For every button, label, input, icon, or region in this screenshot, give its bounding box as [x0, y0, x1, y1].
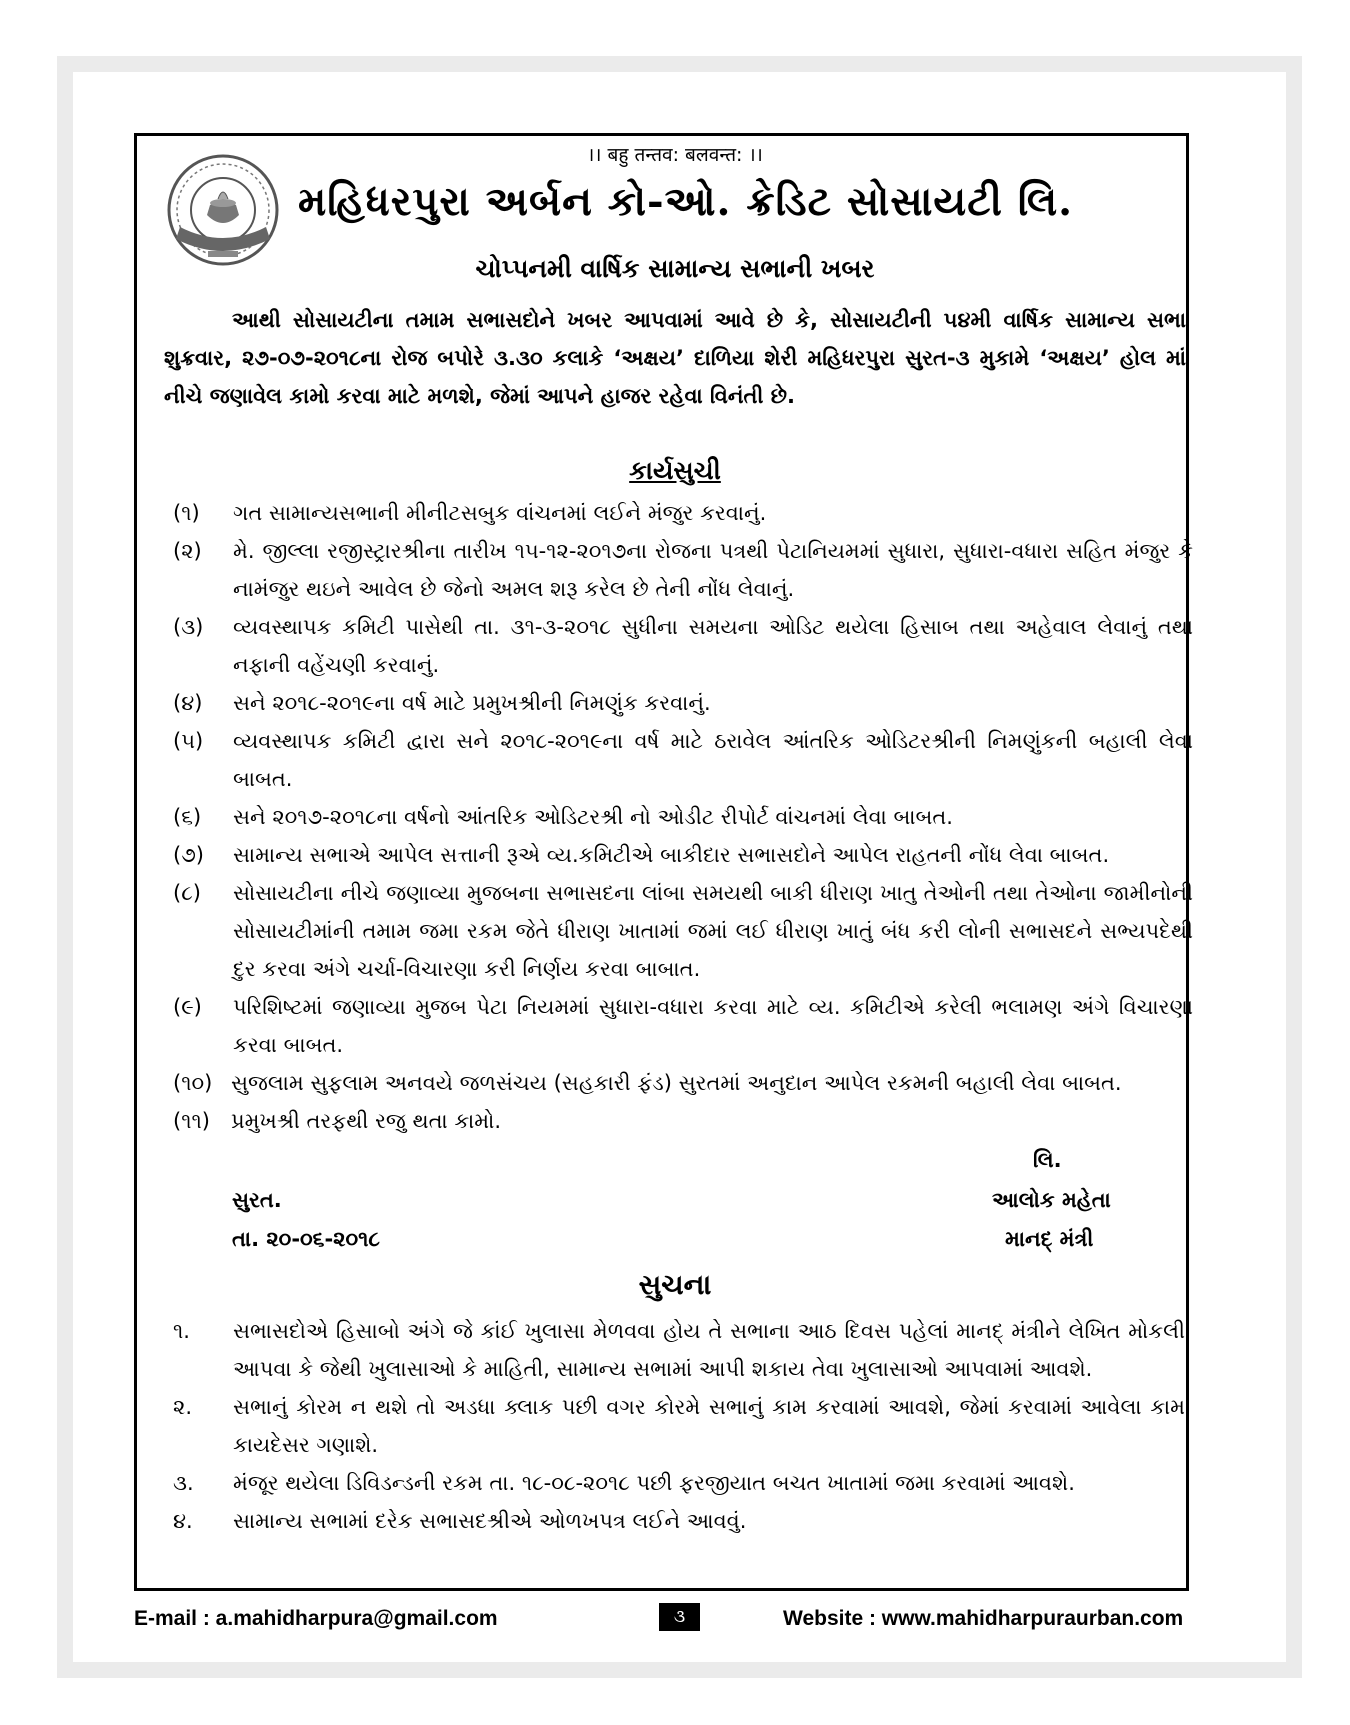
- notice-item-text: મંજૂર થયેલા ડિવિડન્ડની રકમ તા. ૧૮-૦૮-૨૦૧૮ પછી ફરજીયાત બચત ખાતામાં જમા કરવામાં આવશે.: [233, 1471, 1075, 1495]
- agenda-item-text: પરિશિષ્ટમાં જણાવ્યા મુજબ પેટા નિયમમાં સુધારા-વધારા કરવા માટે વ્ય. કમિટીએ કરેલી ભલામણ અંગે વિચારણા કરવા બાબત.: [233, 995, 1193, 1057]
- notice-item-number: ૨.: [173, 1395, 193, 1419]
- agenda-item: [173, 494, 1193, 532]
- society-title: મહિધરપુરા અર્બન કો-ઓ. ક્રેડિટ સોસાયટી લિ.: [298, 178, 1074, 225]
- agenda-item-number: (૪): [173, 691, 203, 715]
- notice-list: [173, 1312, 1185, 1540]
- agenda-item-number: (૭): [173, 843, 204, 867]
- agenda-item: [173, 722, 1193, 798]
- agenda-item-number: (૩): [173, 615, 204, 639]
- notice-item-text: સભાસદોએ હિસાબો અંગે જે કાંઈ ખુલાસા મેળવવા હોય તે સભાના આઠ દિવસ પહેલાં માનદ્ મંત્રીને લેખિત મોકલી આપવા કે જેથી ખુલાસાઓ કે માહિતી, સામાન્ય સભામાં આપી શકાય તેવા ખુલાસાઓ આપવામાં આવશે.: [233, 1319, 1185, 1381]
- agenda-item: [173, 608, 1193, 684]
- signatory-name: આલોક મહેતા: [992, 1188, 1111, 1212]
- agenda-item: [173, 874, 1193, 988]
- agenda-item-text: સને ૨૦૧૭-૨૦૧૮ના વર્ષનો આંતરિક ઓડિટરશ્રી નો ઓડીટ રીપોર્ટ વાંચનમાં લેવા બાબત.: [233, 805, 953, 829]
- agenda-item-text: મે. જીલ્લા રજીસ્ટ્રારશ્રીના તારીખ ૧૫-૧૨-૨૦૧૭ના રોજના પત્રથી પેટાનિયમમાં સુધારા, સુધારા-વધારા સહિત મંજુર કે નામંજુર થઇને આવેલ છે જેનો અમલ શરૂ કરેલ છે તેની નોંધ લેવાનું.: [233, 539, 1193, 601]
- notice-item: [173, 1502, 1185, 1540]
- agenda-item-text: સોસાયટીના નીચે જણાવ્યા મુજબના સભાસદના લાંબા સમયથી બાકી ધીરાણ ખાતુ તેઓની તથા તેઓના જામીનોની સોસાયટીમાંની તમામ જમા રકમ જેતે ધીરાણ ખાતામાં જમાં લઈ ધીરાણ ખાતું બંધ કરી લોની સભાસદને સભ્યપદેથી દુર કરવા અંગે ચર્ચા-વિચારણા કરી નિર્ણય કરવા બાબાત.: [233, 881, 1193, 981]
- agenda-item-number: (૫): [173, 729, 204, 753]
- signature-place: સુરત.: [232, 1188, 282, 1212]
- agenda-item-text: વ્યવસ્થાપક કમિટી પાસેથી તા. ૩૧-૩-૨૦૧૮ સુધીના સમયના ઓડિટ થયેલા હિસાબ તથા અહેવાલ લેવાનું તથા નફાની વહેંચણી કરવાનું.: [233, 615, 1193, 677]
- agenda-item-text: પ્રમુખશ્રી તરફથી રજુ થતા કામો.: [231, 1109, 502, 1133]
- society-seal-icon: [166, 153, 280, 267]
- agenda-item: [173, 836, 1193, 874]
- notice-heading: સુચના: [638, 1268, 712, 1301]
- agenda-item: [173, 1064, 1193, 1102]
- agenda-item: [173, 798, 1193, 836]
- signature-li: લિ.: [1033, 1148, 1062, 1172]
- notice-item-text: સભાનું કોરમ ન થશે તો અડધા ક્લાક પછી વગર કોરમે સભાનું કામ કરવામાં આવશે, જેમાં કરવામાં આવેલા કામ કાયદેસર ગણાશે.: [233, 1395, 1185, 1457]
- agenda-item: [173, 532, 1193, 608]
- notice-item-number: ૪.: [173, 1509, 193, 1533]
- agenda-item-number: (૧૦): [173, 1071, 213, 1095]
- agenda-item-text: ગત સામાન્યસભાની મીનીટસબુક વાંચનમાં લઈને મંજુર કરવાનું.: [233, 501, 767, 525]
- sanskrit-motto: ।। बहु तन्तव: बलवन्त: ।।: [587, 144, 763, 166]
- footer-email: E-mail : a.mahidharpura@gmail.com: [134, 1607, 498, 1630]
- agenda-item-text: સામાન્ય સભાએ આપેલ સત્તાની રૂએ વ્ય.કમિટીએ બાકીદાર સભાસદોને આપેલ રાહતની નોંધ લેવા બાબત.: [233, 843, 1110, 867]
- intro-paragraph: [164, 301, 1186, 415]
- footer-website: Website : www.mahidharpuraurban.com: [783, 1607, 1184, 1630]
- notice-item-number: ૧.: [173, 1319, 190, 1343]
- signature-date: તા. ૨૦-૦૬-૨૦૧૮: [232, 1227, 380, 1251]
- page-number: ૩: [659, 1603, 700, 1631]
- agenda-item-number: (૨): [173, 539, 202, 563]
- agenda-item-number: (૬): [173, 805, 202, 829]
- agenda-item-number: (૯): [173, 995, 202, 1019]
- intro-text: આથી સોસાયટીના તમામ સભાસદોને ખબર આપવામાં આવે છે કે, સોસાયટીની ૫૪મી વાર્ષિક સામાન્ય સભા શુક્રવાર, ૨૭-૦૭-૨૦૧૮ના રોજ બપોરે ૩.૩૦ કલાકે ‘અક્ષય’ દાળિયા શેરી મહિધરપુરા સુરત-૩ મુકામે ‘અક્ષય’ હોલ માં નીચે જણાવેલ કામો કરવા માટે મળશે, જેમાં આપને હાજર રહેવા વિનંતી છે.: [164, 308, 1186, 408]
- notice-item-number: ૩.: [173, 1471, 194, 1495]
- agenda-item: [173, 988, 1193, 1064]
- agenda-item-number: (૧): [173, 501, 200, 525]
- agenda-item: [173, 1102, 1193, 1140]
- notice-item: [173, 1388, 1185, 1464]
- agenda-item: [173, 684, 1193, 722]
- agenda-item-text: સુજલામ સુફલામ અનવયે જળસંચય (સહકારી ફંડ) સુરતમાં અનુદાન આપેલ રકમની બહાલી લેવા બાબત.: [231, 1071, 1122, 1095]
- meeting-notice-subtitle: ચોપ્પનમી વાર્ષિક સામાન્ય સભાની ખબર: [475, 254, 875, 283]
- agenda-item-number: (૧૧): [173, 1109, 210, 1133]
- agenda-list: [173, 494, 1193, 1140]
- agenda-item-text: સને ૨૦૧૮-૨૦૧૯ના વર્ષ માટે પ્રમુખશ્રીની નિમણુંક કરવાનું.: [233, 691, 711, 715]
- agenda-item-number: (૮): [173, 881, 201, 905]
- notice-item: [173, 1464, 1185, 1502]
- notice-item: [173, 1312, 1185, 1388]
- signatory-designation: માનદ્ મંત્રી: [1005, 1227, 1094, 1251]
- agenda-heading: કાર્યસુચી: [629, 456, 721, 485]
- agenda-item-text: વ્યવસ્થાપક કમિટી દ્વારા સને ૨૦૧૮-૨૦૧૯ના વર્ષ માટે ઠરાવેલ આંતરિક ઓડિટરશ્રીની નિમણુંકની બહાલી લેવા બાબત.: [233, 729, 1193, 791]
- notice-item-text: સામાન્ય સભામાં દરેક સભાસદશ્રીએ ઓળખપત્ર લઈને આવવું.: [233, 1509, 747, 1533]
